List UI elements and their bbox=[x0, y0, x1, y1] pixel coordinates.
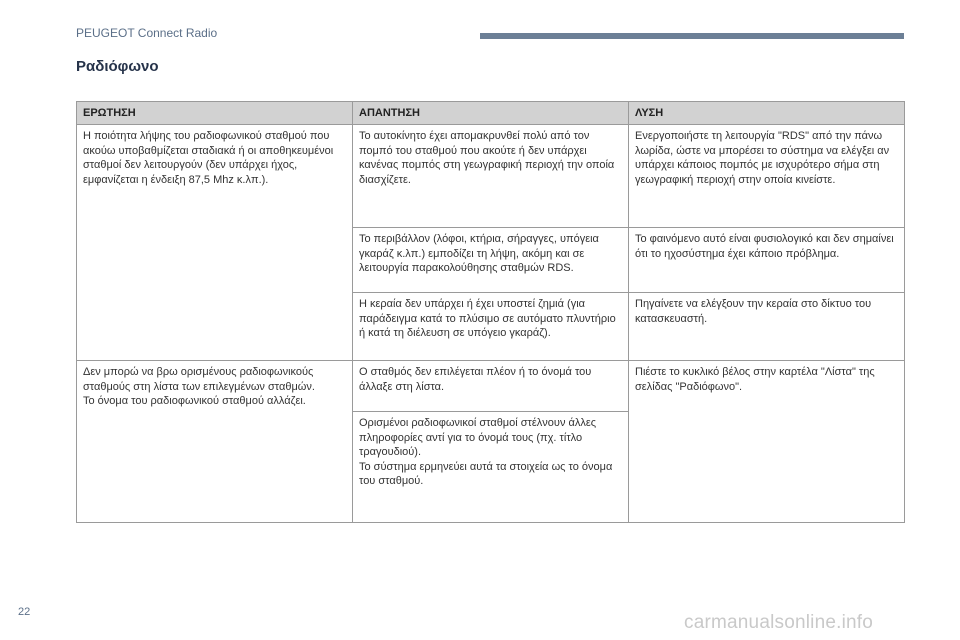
table-header-row bbox=[77, 102, 905, 125]
solution-cell: Το φαινόμενο αυτό είναι φυσιολογικό και δεν σημαίνει ότι το ηχοσύστημα έχει κάποιο πρόβλημα. bbox=[629, 228, 905, 293]
solution-cell: Ενεργοποιήστε τη λειτουργία "RDS" από την πάνω λωρίδα, ώστε να μπορέσει το σύστημα να ελέγξει αν υπάρχει κάποιος πομπός με ισχυρότερο σήμα στη γεωγραφική περιοχή στην οποία κινείστε. bbox=[629, 125, 905, 228]
table-row bbox=[77, 361, 905, 412]
column-header-solution: ΛΥΣΗ bbox=[629, 102, 905, 125]
answer-cell: Το περιβάλλον (λόφοι, κτήρια, σήραγγες, υπόγεια γκαράζ κ.λπ.) εμποδίζει τη λήψη, ακόμη και σε λειτουργία παρακολούθησης σταθμών RDS. bbox=[353, 228, 629, 293]
answer-cell: Το αυτοκίνητο έχει απομακρυνθεί πολύ από τον πομπό του σταθμού που ακούτε ή δεν υπάρχει κανένας πομπός στη γεωγραφική περιοχή την οποία διασχίζετε. bbox=[353, 125, 629, 228]
watermark: carmanualsonline.info bbox=[684, 612, 874, 633]
question-cell: Δεν μπορώ να βρω ορισμένους ραδιοφωνικούς σταθμούς στη λίστα των επιλεγμένων σταθμών. Το όνομα του ραδιοφωνικού σταθμού αλλάζει. bbox=[77, 361, 353, 523]
faq-table bbox=[76, 101, 905, 523]
section-title: Ραδιόφωνο bbox=[76, 58, 159, 75]
column-header-question: ΕΡΩΤΗΣΗ bbox=[77, 102, 353, 125]
answer-cell: Ο σταθμός δεν επιλέγεται πλέον ή το όνομά του άλλαξε στη λίστα. bbox=[353, 361, 629, 412]
question-cell: Η ποιότητα λήψης του ραδιοφωνικού σταθμού που ακούω υποβαθμίζεται σταδιακά ή οι αποθηκευμένοι σταθμοί δεν λειτουργούν (δεν υπάρχει ήχος, εμφανίζεται η ένδειξη 87,5 Mhz κ.λπ.). bbox=[77, 125, 353, 361]
column-header-answer: ΑΠΑΝΤΗΣΗ bbox=[353, 102, 629, 125]
header-bar bbox=[480, 33, 904, 39]
table-row bbox=[77, 125, 905, 228]
solution-cell: Πιέστε το κυκλικό βέλος στην καρτέλα "Λίστα" της σελίδας "Ραδιόφωνο". bbox=[629, 361, 905, 523]
page-number: 22 bbox=[18, 606, 31, 618]
answer-cell: Ορισμένοι ραδιοφωνικοί σταθμοί στέλνουν άλλες πληροφορίες αντί για το όνομά τους (πχ. τίτλο τραγουδιού). Το σύστημα ερμηνεύει αυτά τα στοιχεία ως το όνομα του σταθμού. bbox=[353, 412, 629, 523]
manual-header-title: PEUGEOT Connect Radio bbox=[76, 26, 218, 40]
solution-cell: Πηγαίνετε να ελέγξουν την κεραία στο δίκτυο του κατασκευαστή. bbox=[629, 293, 905, 361]
answer-cell: Η κεραία δεν υπάρχει ή έχει υποστεί ζημιά (για παράδειγμα κατά το πλύσιμο σε αυτόματο πλυντήριο ή κατά τη διέλευση σε υπόγειο γκαράζ). bbox=[353, 293, 629, 361]
